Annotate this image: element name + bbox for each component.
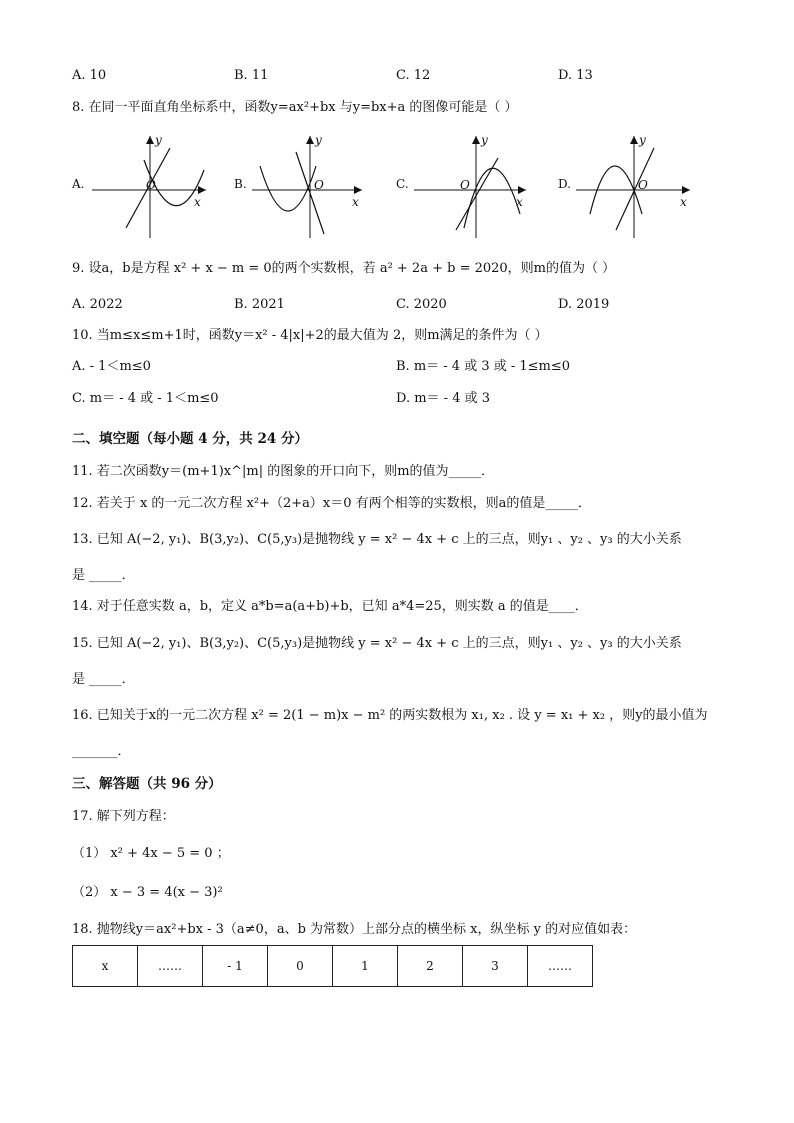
q11-text: 11. 若二次函数y＝(m+1)x^|m| 的图象的开口向下，则m的值为_____． — [72, 464, 495, 479]
q8-graph-d — [572, 130, 697, 242]
section-solve-title: 三、解答题（共 96 分） — [72, 776, 222, 792]
q9-option-d: D. 2019 — [558, 297, 610, 312]
q10-stem: 10. 当m≤x≤m+1时，函数y＝x² - 4|x|+2的最大值为 2，则m满足的条件为（ ） — [72, 328, 548, 343]
q8-b-x-axis-label: x — [352, 195, 359, 209]
q10-option-d: D. m＝ - 4 或 3 — [396, 391, 491, 406]
table-cell: …… — [138, 946, 203, 987]
table-cell: 3 — [463, 946, 528, 987]
q8-a-y-axis-label: y — [155, 133, 162, 147]
q8-a-x-axis-label: x — [194, 195, 201, 209]
q8-d-x-axis-label: x — [680, 195, 687, 209]
q12-text: 12. 若关于 x 的一元二次方程 x²+（2+a）x＝0 有两个相等的实数根，则a的值是_____． — [72, 496, 591, 511]
table-cell: - 1 — [203, 946, 268, 987]
q8-graph-a — [88, 130, 213, 242]
q9-option-b: B. 2021 — [234, 297, 285, 312]
q18-value-table — [72, 945, 593, 987]
q8-stem: 8. 在同一平面直角坐标系中，函数y=ax²+bx 与y=bx+a 的图像可能是（ ） — [72, 100, 518, 115]
table-cell: …… — [528, 946, 593, 987]
q17-part1: （1） x² + 4x − 5 = 0 ； — [72, 846, 230, 861]
q8-d-y-axis-label: y — [639, 133, 646, 147]
q8-graph-b — [248, 130, 373, 242]
q9-option-c: C. 2020 — [396, 297, 447, 312]
q7-option-c: C. 12 — [396, 68, 431, 83]
q17-part2: （2） x − 3 = 4(x − 3)² — [72, 885, 223, 900]
q16-line2: _______． — [72, 744, 131, 759]
q9-option-a: A. 2022 — [72, 297, 123, 312]
q8-graph-c — [410, 130, 535, 242]
q13-line1: 13. 已知 A(−2, y₁)、B(3,y₂)、C(5,y₃)是抛物线 y = x² − 4x + c 上的三点，则y₁ 、y₂ 、y₃ 的大小关系 — [72, 532, 682, 547]
q8-c-origin-label: O — [460, 178, 470, 192]
q10-option-c: C. m＝ - 4 或 - 1＜m≤0 — [72, 391, 219, 406]
q8-label-d: D. — [558, 177, 572, 191]
q18-stem: 18. 抛物线y＝ax²+bx - 3（a≠0，a、b 为常数）上部分点的横坐标 x，纵坐标 y 的对应值如表： — [72, 922, 637, 937]
q8-b-origin-label: O — [314, 178, 324, 192]
q8-b-y-axis-label: y — [315, 133, 322, 147]
q8-a-origin-label: O — [146, 178, 156, 192]
table-row — [73, 946, 593, 987]
q14-text: 14. 对于任意实数 a，b，定义 a*b=a(a+b)+b，已知 a*4=25，则实数 a 的值是____． — [72, 599, 588, 614]
q15-line1: 15. 已知 A(−2, y₁)、B(3,y₂)、C(5,y₃)是抛物线 y = x² − 4x + c 上的三点，则y₁ 、y₂ 、y₃ 的大小关系 — [72, 636, 682, 651]
q8-label-c: C. — [396, 177, 409, 191]
q7-option-a: A. 10 — [72, 68, 107, 83]
q10-option-a: A. - 1＜m≤0 — [72, 359, 151, 374]
q7-option-b: B. 11 — [234, 68, 269, 83]
section-fill-in-title: 二、填空题（每小题 4 分，共 24 分） — [72, 431, 308, 447]
q8-d-origin-label: O — [638, 178, 648, 192]
q7-option-d: D. 13 — [558, 68, 593, 83]
q16-line1: 16. 已知关于x的一元二次方程 x² = 2(1 − m)x − m² 的两实数根为 x₁, x₂ . 设 y = x₁ + x₂ ，则y的最小值为 — [72, 708, 708, 723]
q9-stem: 9. 设a，b是方程 x² + x − m = 0的两个实数根，若 a² + 2a + b = 2020，则m的值为（ ） — [72, 261, 616, 276]
table-cell: 1 — [333, 946, 398, 987]
q8-label-b: B. — [234, 177, 247, 191]
table-cell: 0 — [268, 946, 333, 987]
q15-line2: 是 _____． — [72, 672, 135, 687]
q10-option-b: B. m＝ - 4 或 3 或 - 1≤m≤0 — [396, 359, 571, 374]
q13-line2: 是 _____． — [72, 568, 135, 583]
table-cell: 2 — [398, 946, 463, 987]
q8-c-y-axis-label: y — [481, 133, 488, 147]
table-cell: x — [73, 946, 138, 987]
q17-stem: 17. 解下列方程： — [72, 809, 175, 824]
q8-c-x-axis-label: x — [516, 195, 523, 209]
q8-label-a: A. — [72, 177, 85, 191]
